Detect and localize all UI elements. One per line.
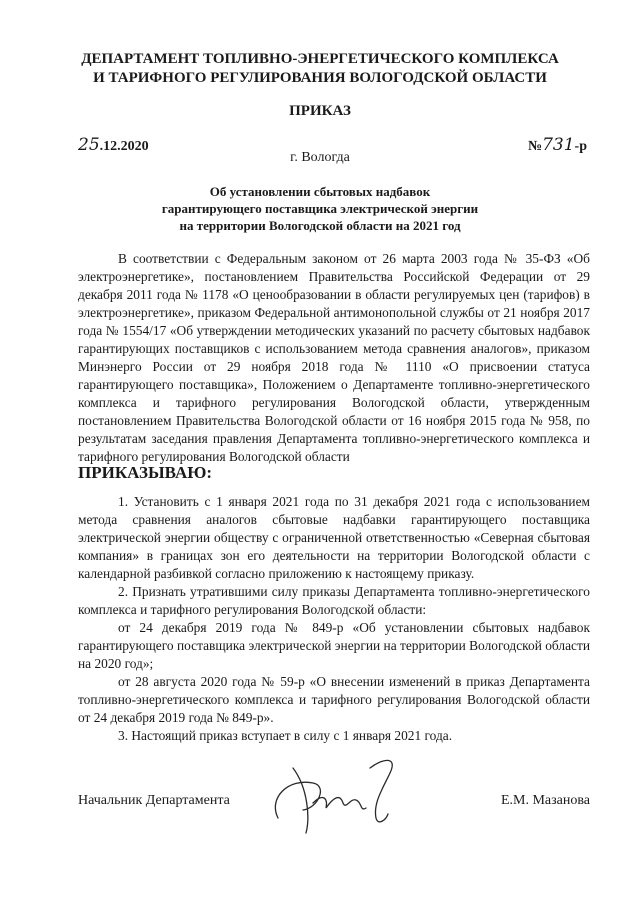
header-line-2: И ТАРИФНОГО РЕГУЛИРОВАНИЯ ВОЛОГОДСКОЙ ОБЛАСТИ <box>93 70 547 86</box>
order-item: от 24 декабря 2019 года № 849-р «Об установлении сбытовых надбавок гарантирующего поставщика электрической энергии на территории Вологодской области на 2020 год»; <box>78 620 590 671</box>
order-number-prefix: № <box>528 139 543 154</box>
order-number-value: 731 <box>542 135 575 155</box>
order-item: от 28 августа 2020 года № 59-р «О внесении изменений в приказ Департамента топливно-энергетического комплекса и тарифного регулирования Вологодской области от 24 декабря 2019 года № 849-р». <box>78 674 590 725</box>
subject-line-3: на территории Вологодской области на 2021 год <box>179 218 461 233</box>
preamble-paragraph: В соответствии с Федеральным законом от 26 марта 2003 года № 35-ФЗ «Об электроэнергетике», постановлением Правительства Российской Федерации от 29 декабря 2011 года № 1178 «О ценообразовании в области регулируемых цен (тарифов) в электроэнергетике», приказом Федеральной антимонопольной службы от 21 ноября 2017 года № 1554/17 «Об утверждении методических указаний по расчету сбытовых надбавок гарантирующих поставщиков с использованием метода сравнения аналогов», приказом Минэнерго России от 29 ноября 2018 года № 1110 «О присвоении статуса гарантирующего поставщика», Положением о Департаменте топливно-энергетического комплекса и тарифного регулирования Вологодской области, утвержденным постановлением Правительства Вологодской области от 16 ноября 2015 года № 958, по результатам заседания правления Департамента топливно-энергетического комплекса и тарифного регулирования Вологодской области <box>78 251 590 464</box>
order-city: г. Вологда <box>290 150 350 165</box>
order-title: ПРИКАЗ <box>289 103 351 119</box>
signatory-name: Е.М. Мазанова <box>500 793 590 808</box>
order-item: 3. Настоящий приказ вступает в силу с 1 января 2021 года. <box>118 728 453 743</box>
order-item: 2. Признать утратившими силу приказы Департамента топливно-энергетического комплекса и тарифного регулирования Вологодской области: <box>78 584 590 617</box>
subject-line-2: гарантирующего поставщика электрической энергии <box>161 201 479 216</box>
subject-line-1: Об установлении сбытовых надбавок <box>209 184 431 199</box>
signatory-role: Начальник Департамента <box>78 793 230 808</box>
department-header <box>0 50 640 88</box>
order-item: 1. Установить с 1 января 2021 года по 31 декабря 2021 года с использованием метода сравнения аналогов сбытовые надбавки гарантирующего поставщика электрической энергии обществу с ограниченной ответственностью «Северная сбытовая компания» в границах зон его деятельности на территории Вологодской области с календарной разбивкой согласно приложению к настоящему приказу. <box>78 494 590 581</box>
order-date-rest: .12.2020 <box>99 139 149 154</box>
order-number-suffix: -р <box>574 139 587 154</box>
handwritten-signature <box>258 748 408 838</box>
order-subject <box>0 183 640 234</box>
header-line-1: ДЕПАРТАМЕНТ ТОПЛИВНО-ЭНЕРГЕТИЧЕСКОГО КОМПЛЕКСА <box>81 51 559 67</box>
order-items <box>78 493 590 745</box>
order-date-day: 25 <box>78 135 100 155</box>
decree-word: ПРИКАЗЫВАЮ: <box>78 463 213 482</box>
